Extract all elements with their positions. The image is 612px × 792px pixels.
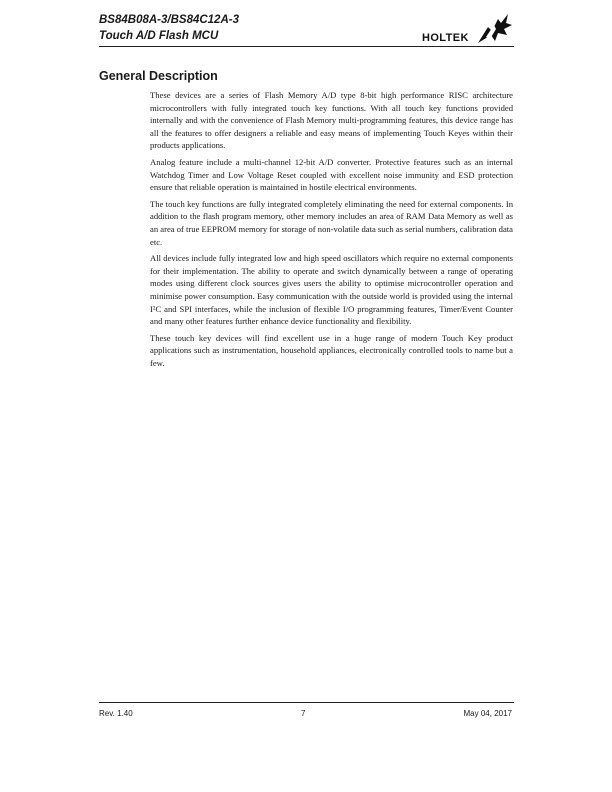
revision-date: May 04, 2017 [463, 709, 512, 718]
paragraph: These devices are a series of Flash Memory A/D type 8-bit high performance RISC architecture microcontrollers with fully integrated touch key functions. With all touch key functions provided internally and with the convenience of Flash Memory multi-programming features, this device range has all the features to offer designers a reliable and easy means of implementing Touch Keyes within their products applications. [150, 90, 513, 151]
logo-mark-icon [474, 13, 514, 45]
paragraph: Analog feature include a multi-channel 12-bit A/D converter. Protective features such as an internal Watchdog Timer and Low Voltage Reset coupled with excellent noise immunity and ESD protection ensure that reliable operation is maintained in hostile electrical environments. [150, 156, 513, 193]
page-number: 7 [301, 709, 306, 718]
section-heading: General Description [99, 69, 218, 83]
page-header [99, 13, 514, 47]
description-body [150, 89, 513, 373]
holtek-logo [422, 13, 514, 46]
logo-text: HOLTEK [422, 32, 469, 44]
page-footer [99, 702, 514, 723]
paragraph: The touch key functions are fully integrated completely eliminating the need for external components. In addition to the flash program memory, other memory includes an area of RAM Data Memory as well as an area of true EEPROM memory for storage of non-volatile data such as serial numbers, calibration data etc. [150, 198, 513, 247]
document-subtitle: Touch A/D Flash MCU [99, 30, 219, 42]
paragraph: All devices include fully integrated low and high speed oscillators which require no external components for their implementation. The ability to operate and switch dynamically between a range of operating modes using different clock sources gives users the ability to optimise microcontroller operation and minimise power consumption. Easy communication with the outside world is provided using the internal I²C and SPI interfaces, while the inclusion of flexible I/O programming features, Timer/Event Counter and many other features further enhance device functionality and flexibility. [150, 253, 513, 327]
document-title: BS84B08A-3/BS84C12A-3 [99, 14, 239, 26]
paragraph: These touch key devices will find excellent use in a huge range of modern Touch Key product applications such as instrumentation, household appliances, electronically controlled tools to name but a few. [150, 332, 513, 368]
revision-label: Rev. 1.40 [99, 709, 133, 718]
